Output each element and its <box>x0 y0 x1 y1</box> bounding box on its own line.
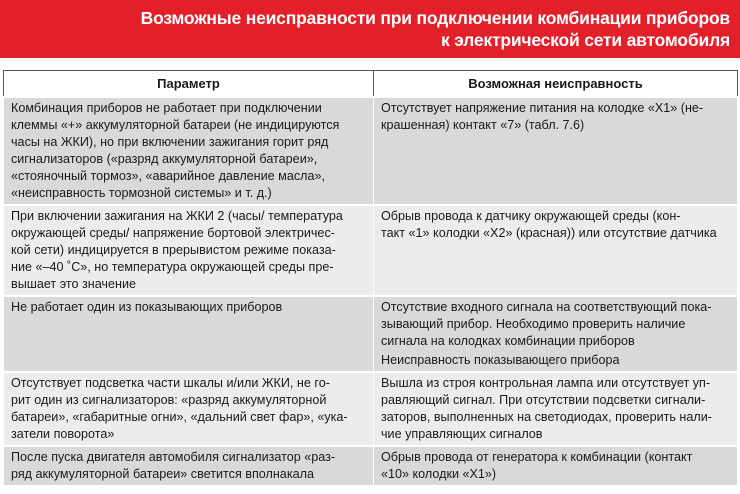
cell-text-line: окружающей среды/ напряжение бортовой электричес- <box>11 226 335 240</box>
cell-text-line: Обрыв провода от генератора к комбинации (контакт <box>381 450 693 464</box>
cell-text-line: После пуска двигателя автомобиля сигнализатор «раз- <box>11 450 336 464</box>
faults-table-container <box>3 70 737 485</box>
column-header-fault: Возможная неисправность <box>374 71 738 98</box>
table-row <box>4 296 738 372</box>
cell-text-line: сигнала на колодках комбинации приборов <box>381 334 635 348</box>
cell-text-line: чие управляющих сигналов <box>381 427 543 441</box>
cell-text-line: равляющий сигнал. При отсутствии подсветки сигнали- <box>381 393 706 407</box>
cell-parameter <box>4 97 374 205</box>
title-line-2: к электрической сети автомобиля <box>440 30 730 50</box>
cell-text-line: «10» колодки «Х1») <box>381 467 497 481</box>
column-header-parameter: Параметр <box>4 71 374 98</box>
cell-text-line: Отсутствует подсветка части шкалы и/или ЖКИ, не го- <box>11 376 330 390</box>
cell-text-line: рит один из сигнализаторов: «разряд аккумуляторной <box>11 393 327 407</box>
cell-text-line: Обрыв провода к датчику окружающей среды (кон- <box>381 209 681 223</box>
cell-text-line: сигнализаторов («разряд аккумуляторной батареи», <box>11 152 318 166</box>
cell-fault <box>374 372 738 446</box>
cell-text-line: Вышла из строя контрольная лампа или отсутствует уп- <box>381 376 711 390</box>
cell-text-line: Не работает один из показывающих приборов <box>11 300 283 314</box>
cell-text-line: «неисправность тормозной системы» и т. д.) <box>11 186 272 200</box>
cell-text-line: часы на ЖКИ), но при включении зажигания горит ряд <box>11 135 329 149</box>
cell-text-line: крашенная) контакт «7» (табл. 7.6) <box>381 118 585 132</box>
cell-text-line: «стояночный тормоз», «аварийное давление масла», <box>11 169 325 183</box>
cell-text-line: клеммы «+» аккумуляторной батареи (не индицируются <box>11 118 340 132</box>
cell-text-line: затели поворота» <box>11 427 115 441</box>
cell-parameter <box>4 446 374 485</box>
table-row <box>4 446 738 485</box>
cell-fault <box>374 446 738 485</box>
cell-text-line: батареи», «габаритные огни», «дальний свет фар», «ука- <box>11 410 348 424</box>
table-row <box>4 97 738 205</box>
cell-text-line: вышает это значение <box>11 277 136 291</box>
cell-text-line: Комбинация приборов не работает при подключении <box>11 101 322 115</box>
cell-text-line: кой сети) индицируется в прерывистом режиме показа- <box>11 243 336 257</box>
cell-text-line: Отсутствует напряжение питания на колодке «Х1» (не- <box>381 101 704 115</box>
cell-fault <box>374 205 738 296</box>
cell-text-line: Отсутствие входного сигнала на соответствующий пока- <box>381 300 712 314</box>
faults-table <box>3 70 738 485</box>
cell-text-line: такт «1» колодки «Х2» (красная)) или отсутствие датчика <box>381 226 717 240</box>
table-header-row <box>4 71 738 98</box>
cell-parameter <box>4 205 374 296</box>
cell-text-line: зывающий прибор. Необходимо проверить наличие <box>381 317 686 331</box>
cell-text-line: ние «–40 ˚С», но температура окружающей среды пре- <box>11 260 334 274</box>
cell-fault <box>374 296 738 372</box>
title-banner <box>0 0 740 58</box>
cell-parameter <box>4 372 374 446</box>
table-row <box>4 372 738 446</box>
page-title <box>10 7 730 51</box>
cell-text-line: заторов, выполненных на светодиодах, проверить нали- <box>381 410 712 424</box>
cell-text-line: При включении зажигания на ЖКИ 2 (часы/ температура <box>11 209 343 223</box>
title-line-1: Возможные неисправности при подключении комбинации приборов <box>140 8 730 28</box>
cell-text-line: Неисправность показывающего прибора <box>381 353 620 367</box>
cell-parameter <box>4 296 374 372</box>
table-row <box>4 205 738 296</box>
cell-fault <box>374 97 738 205</box>
cell-text-line: ряд аккумуляторной батареи» светится вполнакала <box>11 467 314 481</box>
